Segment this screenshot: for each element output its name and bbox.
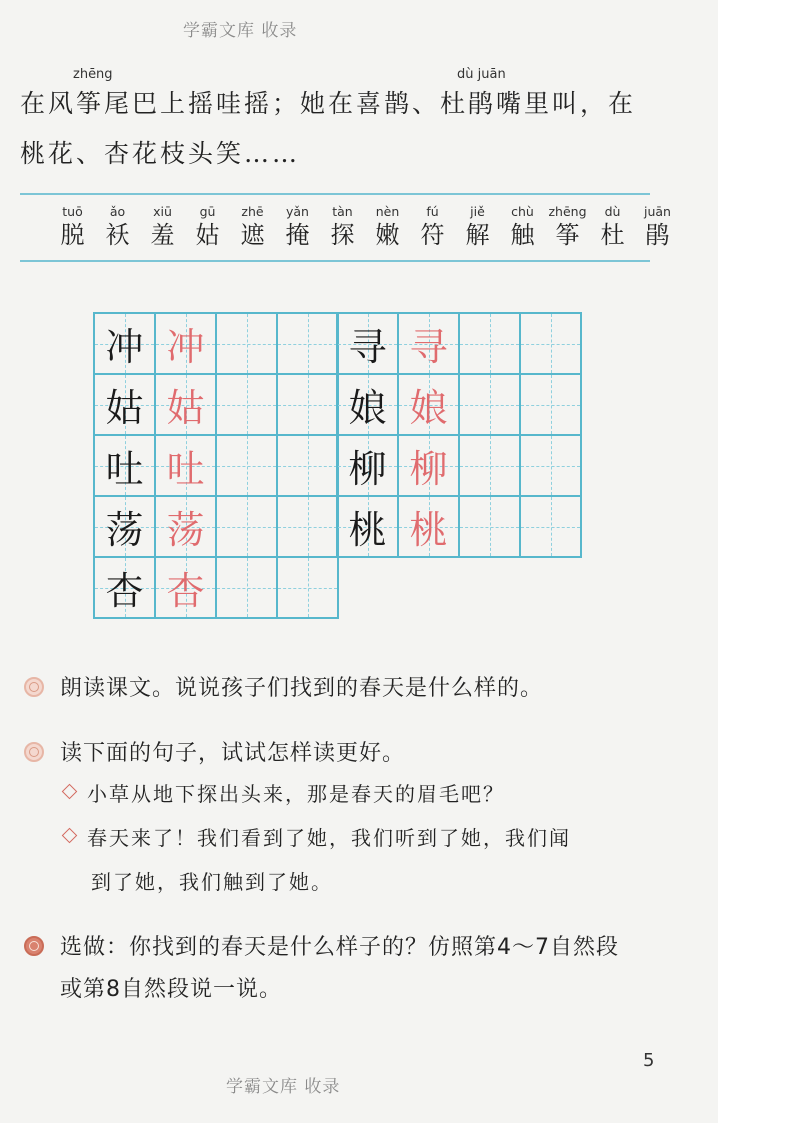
new-word xyxy=(635,204,680,250)
word-hanzi: 遮 xyxy=(240,221,265,249)
trace-character-cell[interactable] xyxy=(156,497,217,558)
model-character-cell xyxy=(95,375,156,436)
practice-cell[interactable] xyxy=(278,375,339,436)
practice-cell[interactable] xyxy=(521,497,582,558)
exercise-2-text: 读下面的句子，试试怎样读更好。 xyxy=(60,741,406,766)
word-pinyin: juān xyxy=(644,204,671,219)
model-character-cell xyxy=(95,436,156,497)
word-hanzi: 嫩 xyxy=(375,221,400,249)
practice-cell[interactable] xyxy=(460,375,521,436)
read-aloud-icon xyxy=(24,742,44,762)
model-character-cell xyxy=(95,497,156,558)
sentence-2-text-line-2: 到了她，我们触到了她。 xyxy=(91,870,333,894)
word-pinyin: fú xyxy=(426,204,439,219)
new-words-row xyxy=(50,204,680,250)
new-word xyxy=(185,204,230,250)
new-word xyxy=(140,204,185,250)
model-character-cell xyxy=(95,558,156,619)
word-hanzi: 符 xyxy=(420,221,445,249)
model-character-cell xyxy=(338,314,399,375)
word-hanzi: 袄 xyxy=(105,221,130,249)
model-character-cell xyxy=(338,436,399,497)
word-hanzi: 杜 xyxy=(600,221,625,249)
practice-cell[interactable] xyxy=(278,314,339,375)
practice-cell[interactable] xyxy=(521,436,582,497)
exercise-1 xyxy=(24,671,543,702)
practice-cell[interactable] xyxy=(217,314,278,375)
trace-character: 荡 xyxy=(166,508,205,552)
word-hanzi: 鹃 xyxy=(645,221,670,249)
watermark-bottom: 学霸文库 收录 xyxy=(226,1077,341,1097)
exercise-3-text-line-1: 选做：你找到的春天是什么样子的？仿照第4～7自然段 xyxy=(60,935,619,960)
new-word xyxy=(320,204,365,250)
word-pinyin: gū xyxy=(199,204,216,219)
word-pinyin: nèn xyxy=(375,204,400,219)
writing-grid-right xyxy=(336,312,582,558)
word-hanzi: 掩 xyxy=(285,221,310,249)
sentence-1-text: 小草从地下探出头来，那是春天的眉毛吧？ xyxy=(87,782,505,806)
word-hanzi: 解 xyxy=(465,221,490,249)
practice-cell[interactable] xyxy=(217,436,278,497)
exercise-3-text-line-2: 或第8自然段说一说。 xyxy=(60,977,282,1002)
right-margin xyxy=(718,0,794,1123)
practice-cell[interactable] xyxy=(217,375,278,436)
practice-cell[interactable] xyxy=(460,436,521,497)
trace-character-cell[interactable] xyxy=(156,558,217,619)
model-character: 寻 xyxy=(348,325,387,369)
practice-cell[interactable] xyxy=(217,497,278,558)
word-hanzi: 探 xyxy=(330,221,355,249)
exercise-3 xyxy=(24,930,619,961)
passage-line-2: 桃花、杏花枝头笑…… xyxy=(20,139,301,168)
trace-character: 姑 xyxy=(166,386,205,430)
word-pinyin: dù xyxy=(604,204,621,219)
model-character: 杏 xyxy=(105,569,144,613)
new-word xyxy=(410,204,455,250)
watermark-top: 学霸文库 收录 xyxy=(183,21,298,41)
model-character: 桃 xyxy=(348,508,387,552)
word-pinyin: tàn xyxy=(332,204,353,219)
practice-cell[interactable] xyxy=(217,558,278,619)
model-character: 娘 xyxy=(348,386,387,430)
word-pinyin: ǎo xyxy=(109,204,126,219)
model-character: 姑 xyxy=(105,386,144,430)
model-character-cell xyxy=(338,375,399,436)
word-pinyin: zhē xyxy=(241,204,264,219)
ruby-zheng: zhēng xyxy=(73,67,113,82)
trace-character: 娘 xyxy=(409,386,448,430)
trace-character: 冲 xyxy=(166,325,205,369)
practice-cell[interactable] xyxy=(278,497,339,558)
word-pinyin: xiū xyxy=(153,204,172,219)
trace-character: 吐 xyxy=(166,447,205,491)
practice-cell[interactable] xyxy=(521,375,582,436)
word-pinyin: chù xyxy=(511,204,534,219)
trace-character-cell[interactable] xyxy=(399,497,460,558)
trace-character-cell[interactable] xyxy=(399,436,460,497)
passage-line-1: 在风筝尾巴上摇哇摇；她在喜鹊、杜鹃嘴里叫，在 xyxy=(20,89,637,118)
sentence-item-1 xyxy=(62,778,505,807)
model-character-cell xyxy=(338,497,399,558)
trace-character-cell[interactable] xyxy=(399,375,460,436)
trace-character-cell[interactable] xyxy=(156,375,217,436)
new-word xyxy=(50,204,95,250)
practice-cell[interactable] xyxy=(460,497,521,558)
trace-character-cell[interactable] xyxy=(156,436,217,497)
trace-character: 桃 xyxy=(409,508,448,552)
practice-cell[interactable] xyxy=(521,314,582,375)
new-word xyxy=(500,204,545,250)
word-pinyin: zhēng xyxy=(548,204,587,219)
word-hanzi: 羞 xyxy=(150,221,175,249)
trace-character-cell[interactable] xyxy=(399,314,460,375)
sentence-item-2 xyxy=(62,822,571,851)
word-strip-bottom-rule xyxy=(20,260,650,262)
optional-task-icon xyxy=(24,936,44,956)
trace-character: 杏 xyxy=(166,569,205,613)
new-word xyxy=(455,204,500,250)
sentence-2-text-line-1: 春天来了！我们看到了她，我们听到了她，我们闻 xyxy=(87,826,571,850)
exercise-2 xyxy=(24,736,405,767)
page-number: 5 xyxy=(643,1050,655,1071)
practice-cell[interactable] xyxy=(278,436,339,497)
new-word xyxy=(230,204,275,250)
read-aloud-icon xyxy=(24,677,44,697)
word-hanzi: 筝 xyxy=(555,221,580,249)
exercise-1-text: 朗读课文。说说孩子们找到的春天是什么样的。 xyxy=(60,676,544,701)
word-strip-top-rule xyxy=(20,193,650,195)
model-character: 荡 xyxy=(105,508,144,552)
word-pinyin: tuō xyxy=(62,204,83,219)
word-hanzi: 脱 xyxy=(60,221,85,249)
model-character-cell xyxy=(95,314,156,375)
writing-grid-left xyxy=(93,312,339,619)
new-word xyxy=(95,204,140,250)
word-hanzi: 姑 xyxy=(195,221,220,249)
diamond-bullet-icon xyxy=(62,784,78,800)
new-word xyxy=(590,204,635,250)
trace-character: 柳 xyxy=(409,447,448,491)
model-character: 柳 xyxy=(348,447,387,491)
word-pinyin: jiě xyxy=(470,204,485,219)
model-character: 冲 xyxy=(105,325,144,369)
new-word xyxy=(275,204,320,250)
practice-cell[interactable] xyxy=(278,558,339,619)
trace-character: 寻 xyxy=(409,325,448,369)
diamond-bullet-icon xyxy=(62,828,78,844)
trace-character-cell[interactable] xyxy=(156,314,217,375)
new-word xyxy=(365,204,410,250)
word-pinyin: yǎn xyxy=(286,204,309,219)
word-hanzi: 触 xyxy=(510,221,535,249)
ruby-dujuan: dù juān xyxy=(457,67,506,82)
practice-cell[interactable] xyxy=(460,314,521,375)
new-word xyxy=(545,204,590,250)
model-character: 吐 xyxy=(105,447,144,491)
